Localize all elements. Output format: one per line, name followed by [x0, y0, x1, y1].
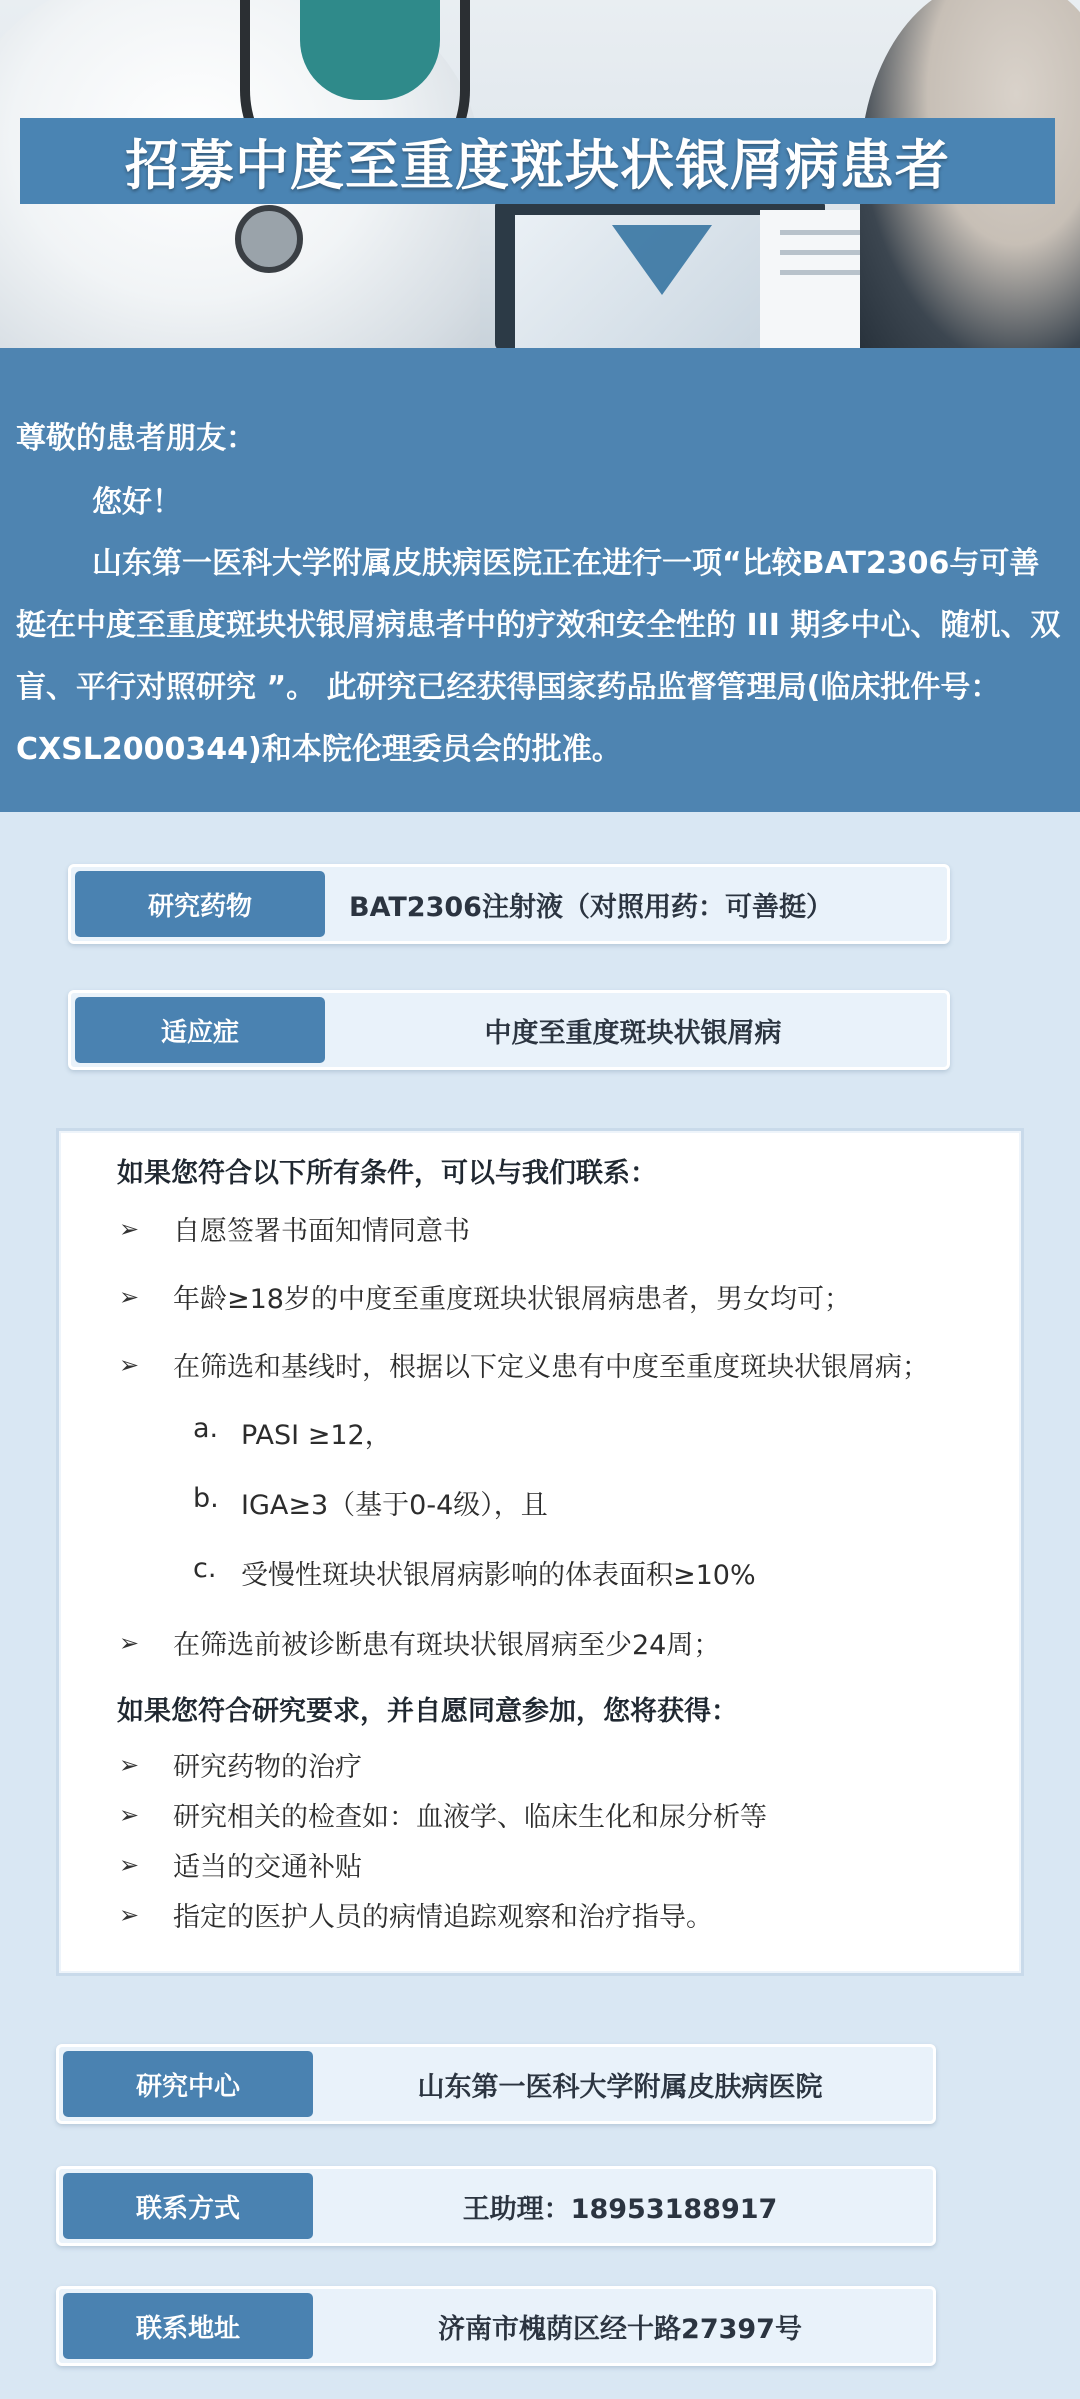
indication-label: 适应症 — [75, 997, 325, 1063]
research-center-row — [56, 2044, 936, 2124]
arrow-bullet-icon: ➢ — [119, 1750, 140, 1779]
criteria-sub-item — [193, 1483, 548, 1522]
hello-text: 您好！ — [92, 485, 182, 520]
arrow-bullet-icon: ➢ — [119, 1214, 140, 1243]
criteria-sub-item — [193, 1553, 756, 1592]
sub-item-text: 受慢性斑块状银屑病影响的体表面积≥10% — [241, 1560, 756, 1591]
benefit-item-text: 研究相关的检查如：血液学、临床生化和尿分析等 — [173, 1802, 767, 1833]
criteria-item-text: 年龄≥18岁的中度至重度斑块状银屑病患者，男女均可； — [173, 1284, 851, 1315]
benefit-item — [119, 1895, 713, 1934]
benefit-heading: 如果您符合研究要求，并自愿同意参加，您将获得： — [117, 1696, 738, 1727]
arrow-bullet-icon: ➢ — [119, 1282, 140, 1311]
indication-value: 中度至重度斑块状银屑病 — [484, 1017, 782, 1049]
arrow-bullet-icon: ➢ — [119, 1900, 140, 1929]
benefit-item-text: 研究药物的治疗 — [173, 1752, 362, 1783]
screen-logo-icon — [612, 225, 712, 295]
sub-item-mark: a. — [193, 1413, 219, 1444]
arrow-bullet-icon: ➢ — [119, 1628, 140, 1657]
arrow-bullet-icon: ➢ — [119, 1800, 140, 1829]
contact-address-value: 济南市槐荫区经十路27397号 — [438, 2313, 802, 2345]
benefit-item-text: 指定的医护人员的病情追踪观察和治疗指导。 — [173, 1902, 713, 1933]
study-drug-value: BAT2306注射液（对照用药：可善挺） — [349, 891, 833, 923]
sub-item-text: PASI ≥12， — [241, 1420, 392, 1451]
study-drug-row — [68, 864, 950, 944]
arrow-bullet-icon: ➢ — [119, 1850, 140, 1879]
stethoscope-head — [235, 205, 303, 273]
criteria-item — [119, 1345, 929, 1384]
title-banner — [20, 118, 1055, 204]
benefit-item — [119, 1745, 362, 1784]
header-banner — [0, 0, 1080, 348]
criteria-item-text: 在筛选前被诊断患有斑块状银屑病至少24周； — [173, 1630, 721, 1661]
intro-body: 山东第一医科大学附属皮肤病医院正在进行一项“比较BAT2306与可善挺在中度至重度斑块状银屑病患者中的疗效和安全性的 III 期多中心、随机、双盲、平行对照研究 ”。 此研究已经获得国家药品监督管理局(临床批件号：CXSL2000344)和本院伦理委员会的批准。 — [16, 546, 1061, 767]
contact-address-label: 联系地址 — [63, 2293, 313, 2359]
arrow-bullet-icon: ➢ — [119, 1350, 140, 1379]
criteria-heading: 如果您符合以下所有条件，可以与我们联系： — [117, 1158, 657, 1189]
indication-row — [68, 990, 950, 1070]
sub-item-mark: c. — [193, 1553, 217, 1584]
sub-item-mark: b. — [193, 1483, 219, 1514]
contact-phone-row — [56, 2166, 936, 2246]
contact-phone-value[interactable]: 王助理：18953188917 — [462, 2193, 778, 2225]
page-title: 招募中度至重度斑块状银屑病患者 — [125, 133, 950, 197]
greeting-text: 尊敬的患者朋友： — [16, 421, 256, 456]
study-drug-label: 研究药物 — [75, 871, 325, 937]
research-center-value: 山东第一医科大学附属皮肤病医院 — [417, 2071, 823, 2103]
benefit-item-text: 适当的交通补贴 — [173, 1852, 362, 1883]
sub-item-text: IGA≥3（基于0-4级），且 — [241, 1490, 548, 1521]
benefit-item — [119, 1845, 362, 1884]
criteria-sub-item — [193, 1413, 392, 1452]
criteria-item-text: 自愿签署书面知情同意书 — [173, 1216, 470, 1247]
criteria-box — [56, 1128, 1024, 1976]
criteria-item — [119, 1623, 720, 1662]
criteria-item — [119, 1209, 470, 1248]
contact-phone-label: 联系方式 — [63, 2173, 313, 2239]
criteria-item — [119, 1277, 851, 1316]
intro-section — [0, 348, 1080, 812]
benefit-item — [119, 1795, 767, 1834]
criteria-item-text: 在筛选和基线时，根据以下定义患有中度至重度斑块状银屑病； — [173, 1352, 929, 1383]
contact-address-row — [56, 2286, 936, 2366]
research-center-label: 研究中心 — [63, 2051, 313, 2117]
